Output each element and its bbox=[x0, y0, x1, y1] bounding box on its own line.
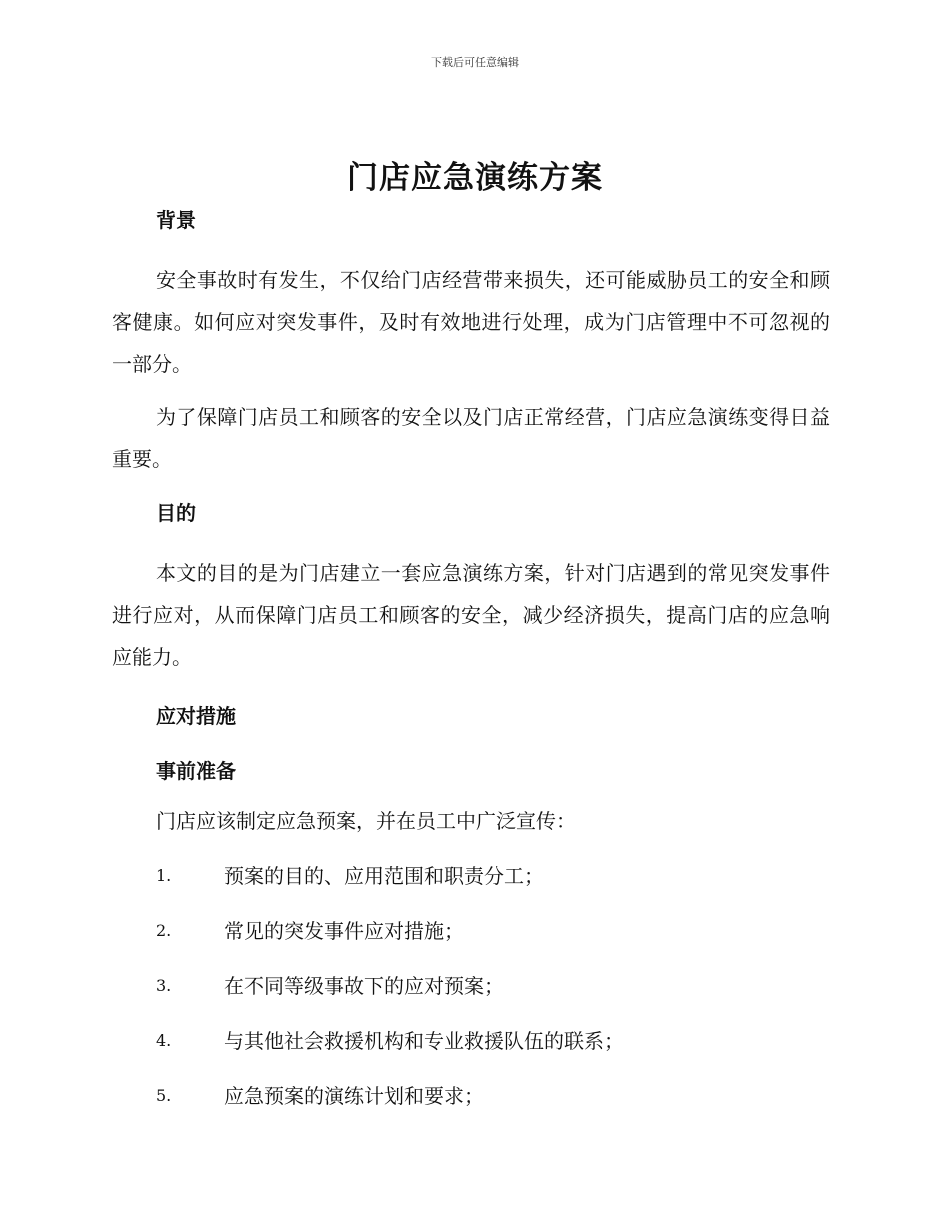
list-text: 预案的目的、应用范围和职责分工； bbox=[224, 864, 544, 888]
page-title: 门店应急演练方案 bbox=[347, 160, 603, 196]
list-item bbox=[112, 915, 830, 970]
section-heading-purpose: 目的 bbox=[156, 501, 196, 525]
list-item bbox=[112, 1080, 830, 1135]
list-text: 在不同等级事故下的应对预案； bbox=[224, 974, 504, 998]
document-body bbox=[112, 204, 830, 1135]
subheading-preparation: 事前准备 bbox=[156, 759, 236, 783]
list-number: 5. bbox=[156, 1086, 172, 1105]
list-item bbox=[112, 1025, 830, 1080]
paragraph-purpose-1: 本文的目的是为门店建立一套应急演练方案，针对门店遇到的常见突发事件进行应对，从而保障门店员工和顾客的安全，减少经济损失，提高门店的应急响应能力。 bbox=[112, 561, 830, 669]
list-text: 与其他社会救援机构和专业救援队伍的联系； bbox=[224, 1029, 624, 1053]
header-note: 下载后可任意编辑 bbox=[431, 56, 519, 69]
list-number: 4. bbox=[156, 1031, 172, 1050]
section-heading-background: 背景 bbox=[156, 208, 196, 232]
list-text: 应急预案的演练计划和要求； bbox=[224, 1084, 484, 1108]
list-item bbox=[112, 860, 830, 915]
list-number: 2. bbox=[156, 921, 172, 940]
list-item bbox=[112, 970, 830, 1025]
preparation-list bbox=[112, 860, 830, 1135]
paragraph-measures-intro: 门店应该制定应急预案，并在员工中广泛宣传： bbox=[156, 809, 576, 833]
paragraph-background-1: 安全事故时有发生，不仅给门店经营带来损失，还可能威胁员工的安全和顾客健康。如何应对突发事件，及时有效地进行处理，成为门店管理中不可忽视的一部分。 bbox=[112, 268, 830, 376]
section-heading-measures: 应对措施 bbox=[156, 704, 236, 728]
paragraph-background-2: 为了保障门店员工和顾客的安全以及门店正常经营，门店应急演练变得日益重要。 bbox=[112, 405, 830, 471]
list-number: 3. bbox=[156, 976, 172, 995]
list-text: 常见的突发事件应对措施； bbox=[224, 919, 464, 943]
list-number: 1. bbox=[156, 866, 172, 885]
